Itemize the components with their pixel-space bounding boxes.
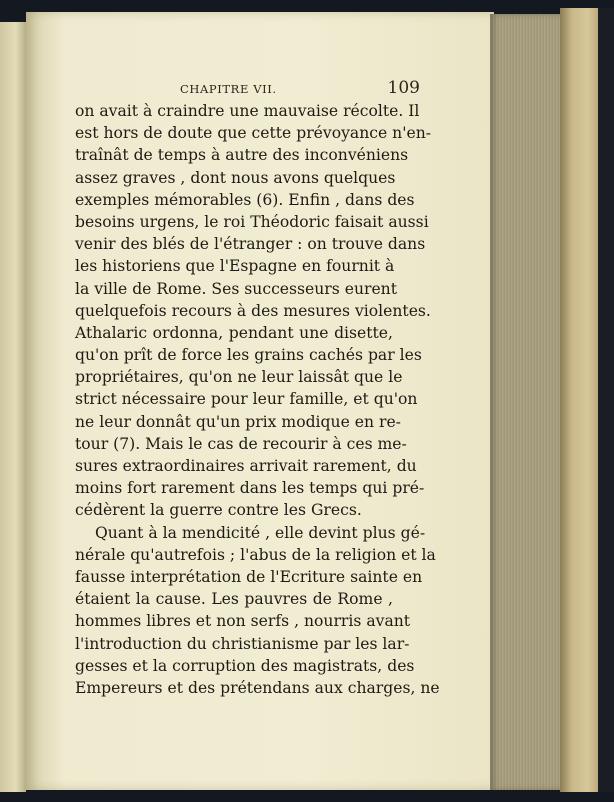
text-line: strict nécessaire pour leur famille, et qu'on: [75, 390, 418, 409]
text-line: Quant à la mendicité , elle devint plus gé-: [95, 523, 426, 542]
text-line: nérale qu'autrefois ; l'abus de la religion et la: [75, 545, 436, 564]
book-cover: [560, 8, 600, 792]
cover-shadow: [598, 8, 614, 792]
text-line: Athalaric ordonna, pendant une disette,: [75, 323, 393, 342]
text-line: on avait à craindre une mauvaise récolte. Il: [75, 102, 420, 120]
text-line: besoins urgens, le roi Théodoric faisait aussi: [75, 212, 429, 231]
text-line: moins fort rarement dans les temps qui pré-: [75, 479, 425, 498]
text-line: l'introduction du christianisme par les lar-: [75, 634, 410, 653]
text-line: est hors de doute que cette prévoyance n'en-: [75, 124, 432, 143]
text-line: Empereurs et des prétendans aux charges, ne: [75, 678, 440, 697]
text-line: traînât de temps à autre des inconvéniens: [75, 146, 409, 165]
text-line: quelquefois recours à des mesures violentes.: [75, 301, 431, 320]
text-line: hommes libres et non serfs , nourris avant: [75, 612, 411, 631]
page-header: [180, 78, 420, 100]
text-line: sures extraordinaires arrivait rarement, du: [75, 457, 417, 475]
text-line: qu'on prît de force les grains cachés par les: [75, 346, 422, 365]
page-block-edges: [490, 14, 562, 790]
body-text: [75, 100, 440, 699]
running-head: CHAPITRE VII.: [180, 82, 277, 96]
text-line: propriétaires, qu'on ne leur laissât que le: [75, 368, 403, 387]
text-line: exemples mémorables (6). Enfin , dans des: [75, 190, 415, 209]
text-line: ne leur donnât qu'un prix modique en re-: [75, 412, 401, 431]
text-line: fausse interprétation de l'Ecriture sainte en: [75, 567, 423, 586]
text-line: les historiens que l'Espagne en fournit à: [75, 257, 395, 276]
text-line: étaient la cause. Les pauvres de Rome ,: [75, 590, 393, 609]
text-line: la ville de Rome. Ses successeurs eurent: [75, 279, 397, 298]
text-line: assez graves , dont nous avons quelques: [75, 168, 396, 187]
text-line: cédèrent la guerre contre les Grecs.: [75, 501, 362, 520]
text-line: tour (7). Mais le cas de recourir à ces me-: [75, 434, 407, 453]
text-line: venir des blés de l'étranger : on trouve dans: [75, 235, 426, 254]
facing-page-edge: [0, 22, 26, 792]
text-line: gesses et la corruption des magistrats, des: [75, 656, 415, 675]
page-number: 109: [387, 78, 420, 98]
